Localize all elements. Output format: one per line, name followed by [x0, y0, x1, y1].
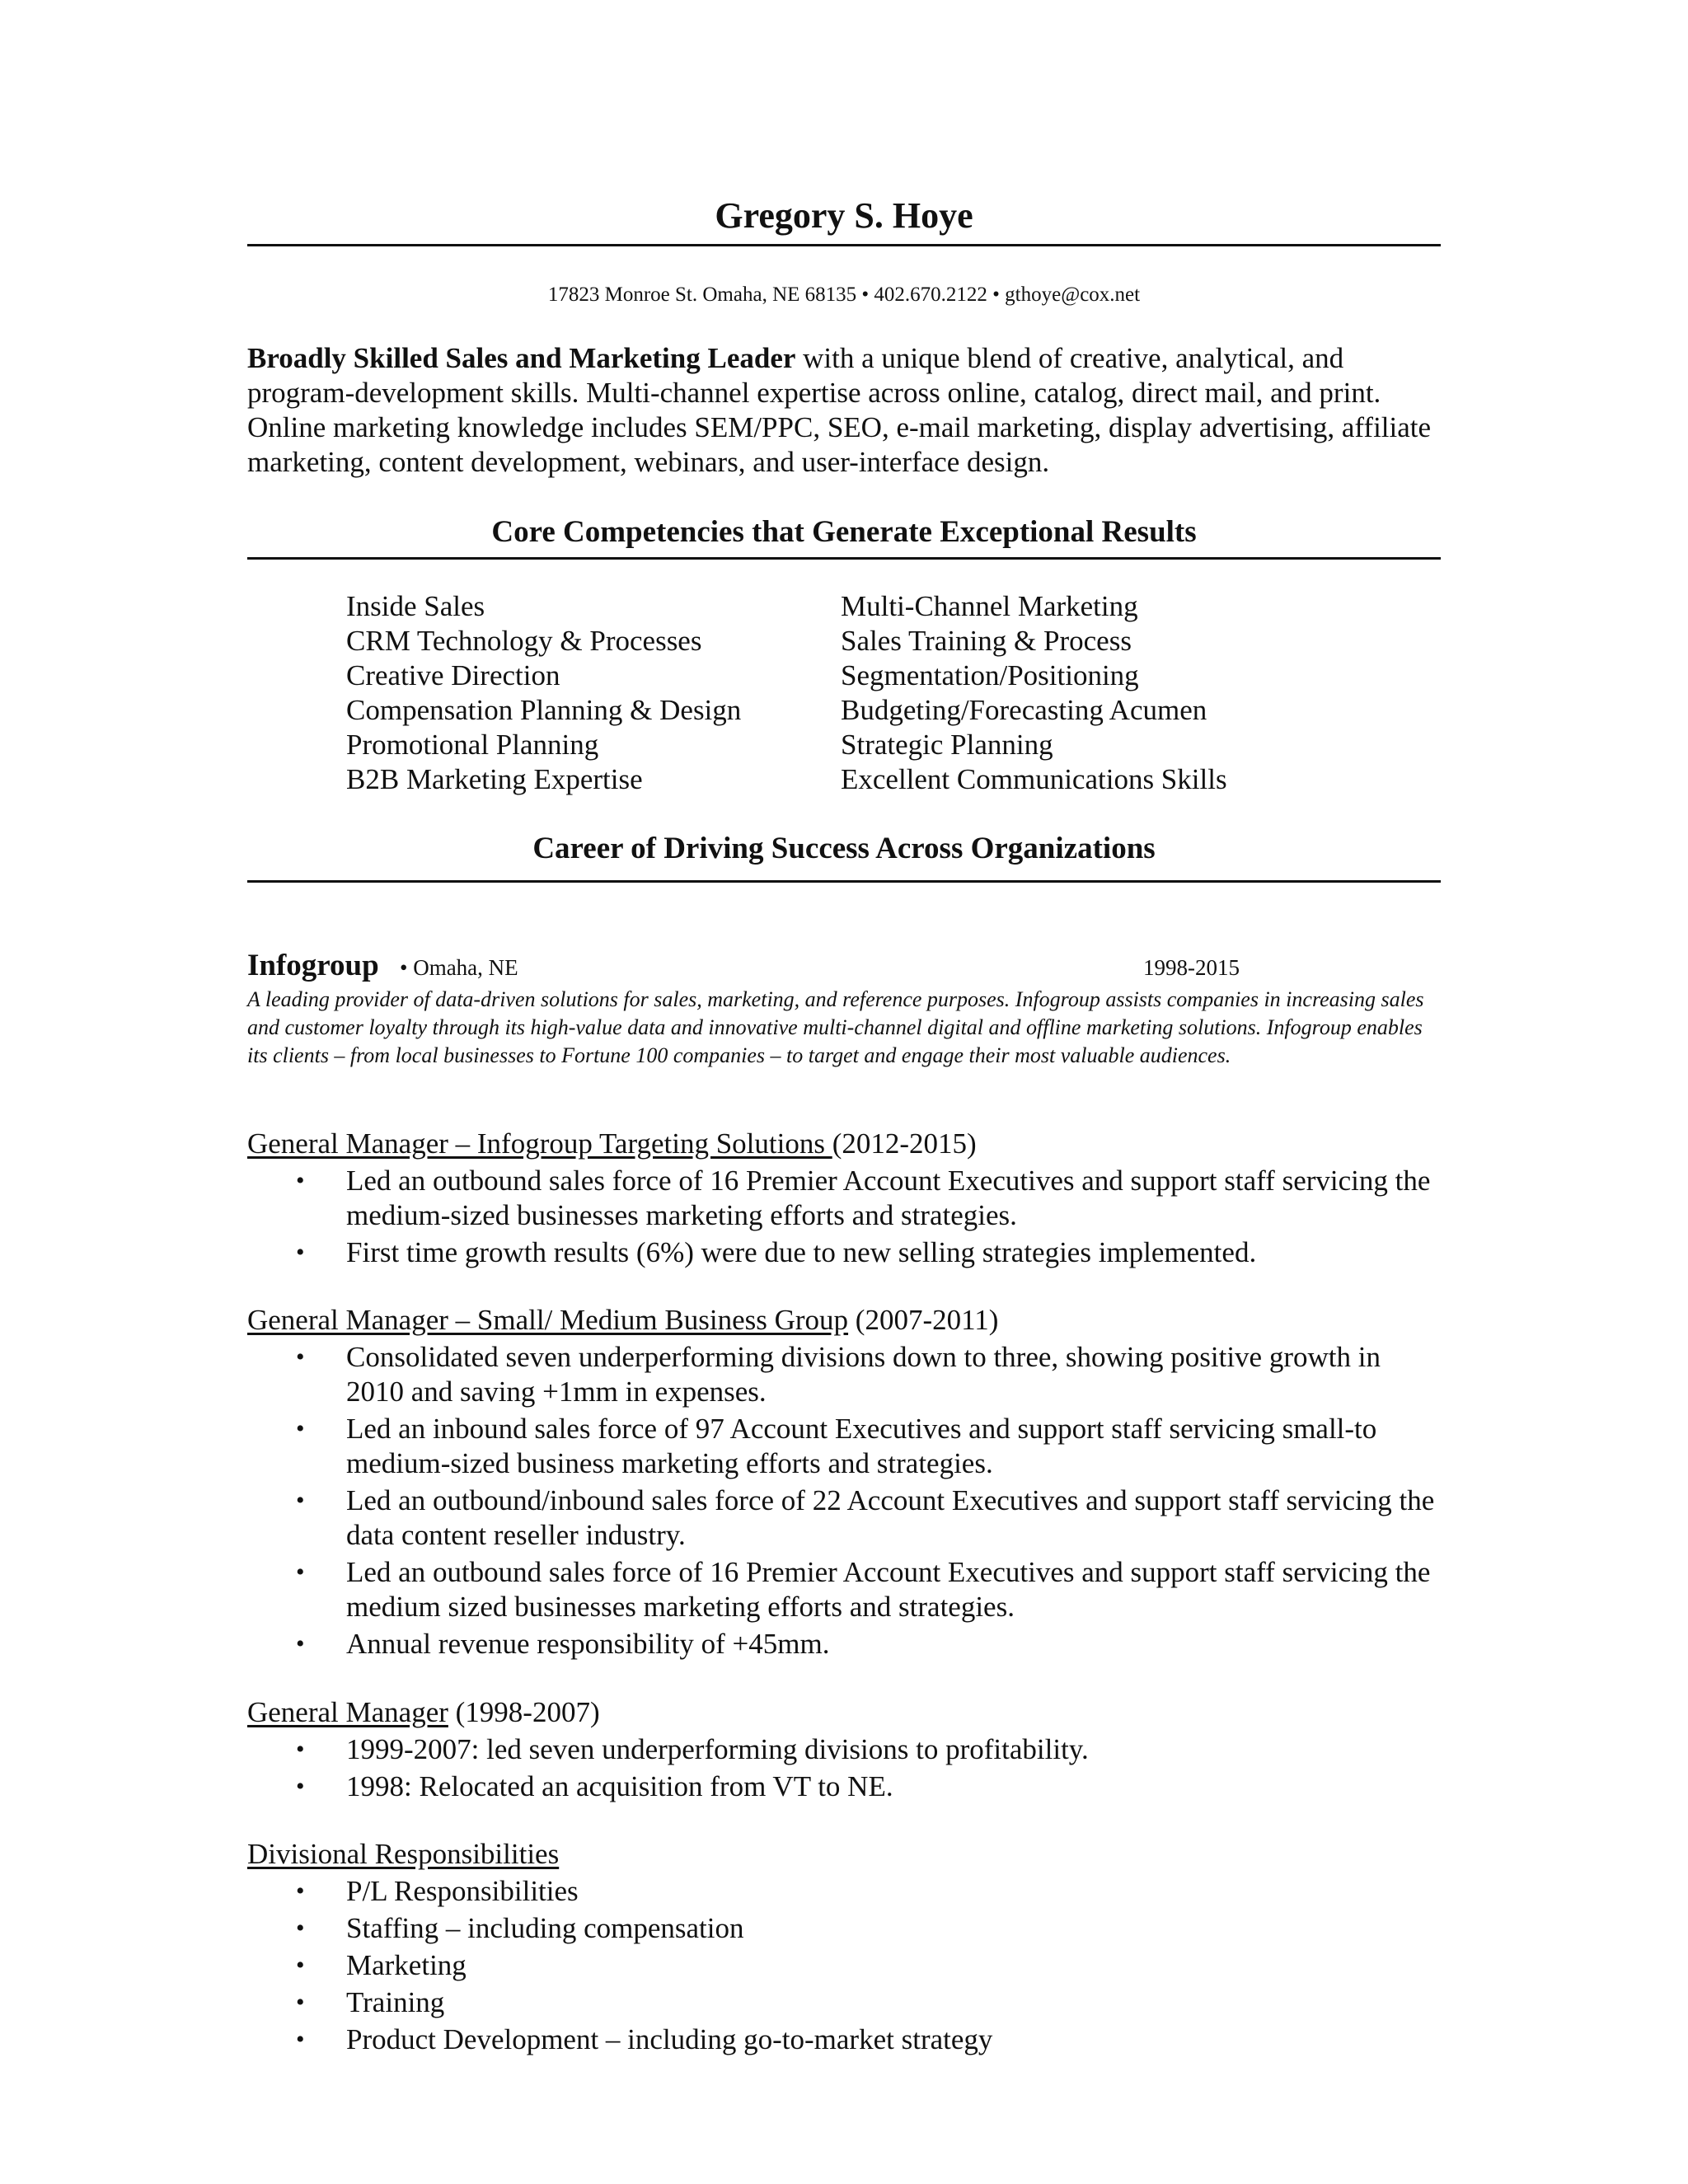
bullet-item: • Consolidated seven underperforming divisions down to three, showing positive growth in 2010 and saving +1mm in expenses. — [296, 1341, 1381, 1408]
bullet-icon: • — [296, 1558, 305, 1586]
role-period: (2012-2015) — [832, 1127, 977, 1160]
career-heading: Career of Driving Success Across Organizations — [532, 832, 1156, 865]
competencies-left-column — [346, 589, 741, 797]
bullet-icon: • — [296, 1343, 305, 1371]
role-name: Divisional Responsibilities — [247, 1838, 560, 1870]
candidate-name: Gregory S. Hoye — [715, 195, 973, 236]
competency-item: Inside Sales — [346, 590, 485, 622]
role-title — [247, 1694, 1441, 1731]
bullet-item: • Led an outbound sales force of 16 Premier Account Executives and support staff servicing the medium sized businesses marketing efforts and strategies. — [296, 1556, 1431, 1623]
competency-item: Sales Training & Process — [841, 625, 1132, 657]
competency-item: Compensation Planning & Design — [346, 694, 742, 726]
professional-summary — [247, 341, 1441, 480]
role-period: (2007-2011) — [848, 1304, 999, 1336]
competency-item: Strategic Planning — [841, 729, 1053, 761]
bullet-icon: • — [296, 1630, 305, 1657]
bullet-item: • First time growth results (6%) were due to new selling strategies implemented. — [296, 1236, 1257, 1268]
role-title — [247, 1302, 1441, 1338]
responsibilities-title — [247, 1836, 1441, 1872]
bullet-icon: • — [296, 1952, 305, 1979]
competencies-right-column — [841, 589, 1227, 797]
role-title — [247, 1126, 1441, 1162]
competency-item: Creative Direction — [346, 659, 560, 691]
bullet-icon: • — [296, 1239, 305, 1266]
bullet-item: • 1999-2007: led seven underperforming divisions to profitability. — [296, 1733, 1089, 1765]
company-header — [247, 946, 1441, 986]
role-name: General Manager – Infogroup Targeting Solutions — [247, 1127, 832, 1160]
contact-line: 17823 Monroe St. Omaha, NE 68135 • 402.670.2122 • gthoye@cox.net — [547, 284, 1141, 306]
bullet-item: • 1998: Relocated an acquisition from VT to NE. — [296, 1770, 893, 1802]
bullet-item: • Marketing — [296, 1949, 467, 1981]
company-name: Infogroup — [247, 949, 379, 982]
bullet-item: • Led an inbound sales force of 97 Account Executives and support staff servicing small-to medium-sized business marketing efforts and strategies. — [296, 1413, 1377, 1479]
bullet-icon: • — [296, 1415, 305, 1442]
competency-item: Excellent Communications Skills — [841, 763, 1227, 795]
bullet-item: • P/L Responsibilities — [296, 1875, 579, 1907]
bullet-icon: • — [296, 1877, 305, 1905]
header-divider — [247, 244, 1441, 246]
role-name: General Manager — [247, 1696, 448, 1728]
competency-item: Multi-Channel Marketing — [841, 590, 1138, 622]
bullet-icon: • — [296, 1989, 305, 2016]
bullet-icon: • — [296, 1915, 305, 1942]
company-location: • Omaha, NE — [400, 955, 518, 980]
role-period: (1998-2007) — [448, 1696, 600, 1728]
competency-item: Promotional Planning — [346, 729, 599, 761]
bullet-item: • Training — [296, 1986, 445, 2018]
competency-item: Budgeting/Forecasting Acumen — [841, 694, 1207, 726]
competency-item: Segmentation/Positioning — [841, 659, 1139, 691]
role-name: General Manager – Small/ Medium Business Group — [247, 1304, 849, 1336]
bullet-item: • Annual revenue responsibility of +45mm. — [296, 1628, 830, 1660]
bullet-icon: • — [296, 1773, 305, 1800]
bullet-icon: • — [296, 2026, 305, 2053]
summary-text: with a unique blend of creative, analytical, and program-development skills. Multi-channel expertise across online, catalog, direct mail, and print. Online marketing knowledge includes SEM/PPC, SEO, e-mail marketing, display advertising, affiliate marketing, content development, webinars, and user-interface design. — [247, 342, 1432, 478]
competency-item: CRM Technology & Processes — [346, 625, 702, 657]
role-bullets — [247, 1340, 1441, 1664]
role-bullets — [247, 1164, 1441, 1272]
career-divider — [247, 880, 1441, 883]
competencies-divider — [247, 557, 1441, 560]
bullet-item: • Led an outbound sales force of 16 Premier Account Executives and support staff servicing the medium-sized businesses marketing efforts and strategies. — [296, 1165, 1431, 1231]
competencies-heading: Core Competencies that Generate Exceptional Results — [491, 515, 1197, 549]
competency-item: B2B Marketing Expertise — [346, 763, 643, 795]
bullet-item: • Led an outbound/inbound sales force of 22 Account Executives and support staff servicing the data content reseller industry. — [296, 1484, 1435, 1551]
responsibilities-bullets — [247, 1874, 1441, 2060]
summary-lead: Broadly Skilled Sales and Marketing Leader — [247, 342, 796, 374]
bullet-item: • Staffing – including compensation — [296, 1912, 744, 1944]
bullet-icon: • — [296, 1487, 305, 1514]
bullet-icon: • — [296, 1167, 305, 1194]
company-dates: 1998-2015 — [1143, 955, 1240, 980]
company-description: A leading provider of data-driven solutions for sales, marketing, and reference purposes. Infogroup assists companies in increasing sales and customer loyalty through its high-value data and innovative multi-channel digital and offline marketing solutions. Infogroup enables its clients – from local businesses to Fortune 100 companies – to target and engage their most valuable audiences. — [247, 987, 1424, 1067]
bullet-item: • Product Development – including go-to-market strategy — [296, 2023, 993, 2055]
bullet-icon: • — [296, 1736, 305, 1763]
role-bullets — [247, 1732, 1441, 1807]
